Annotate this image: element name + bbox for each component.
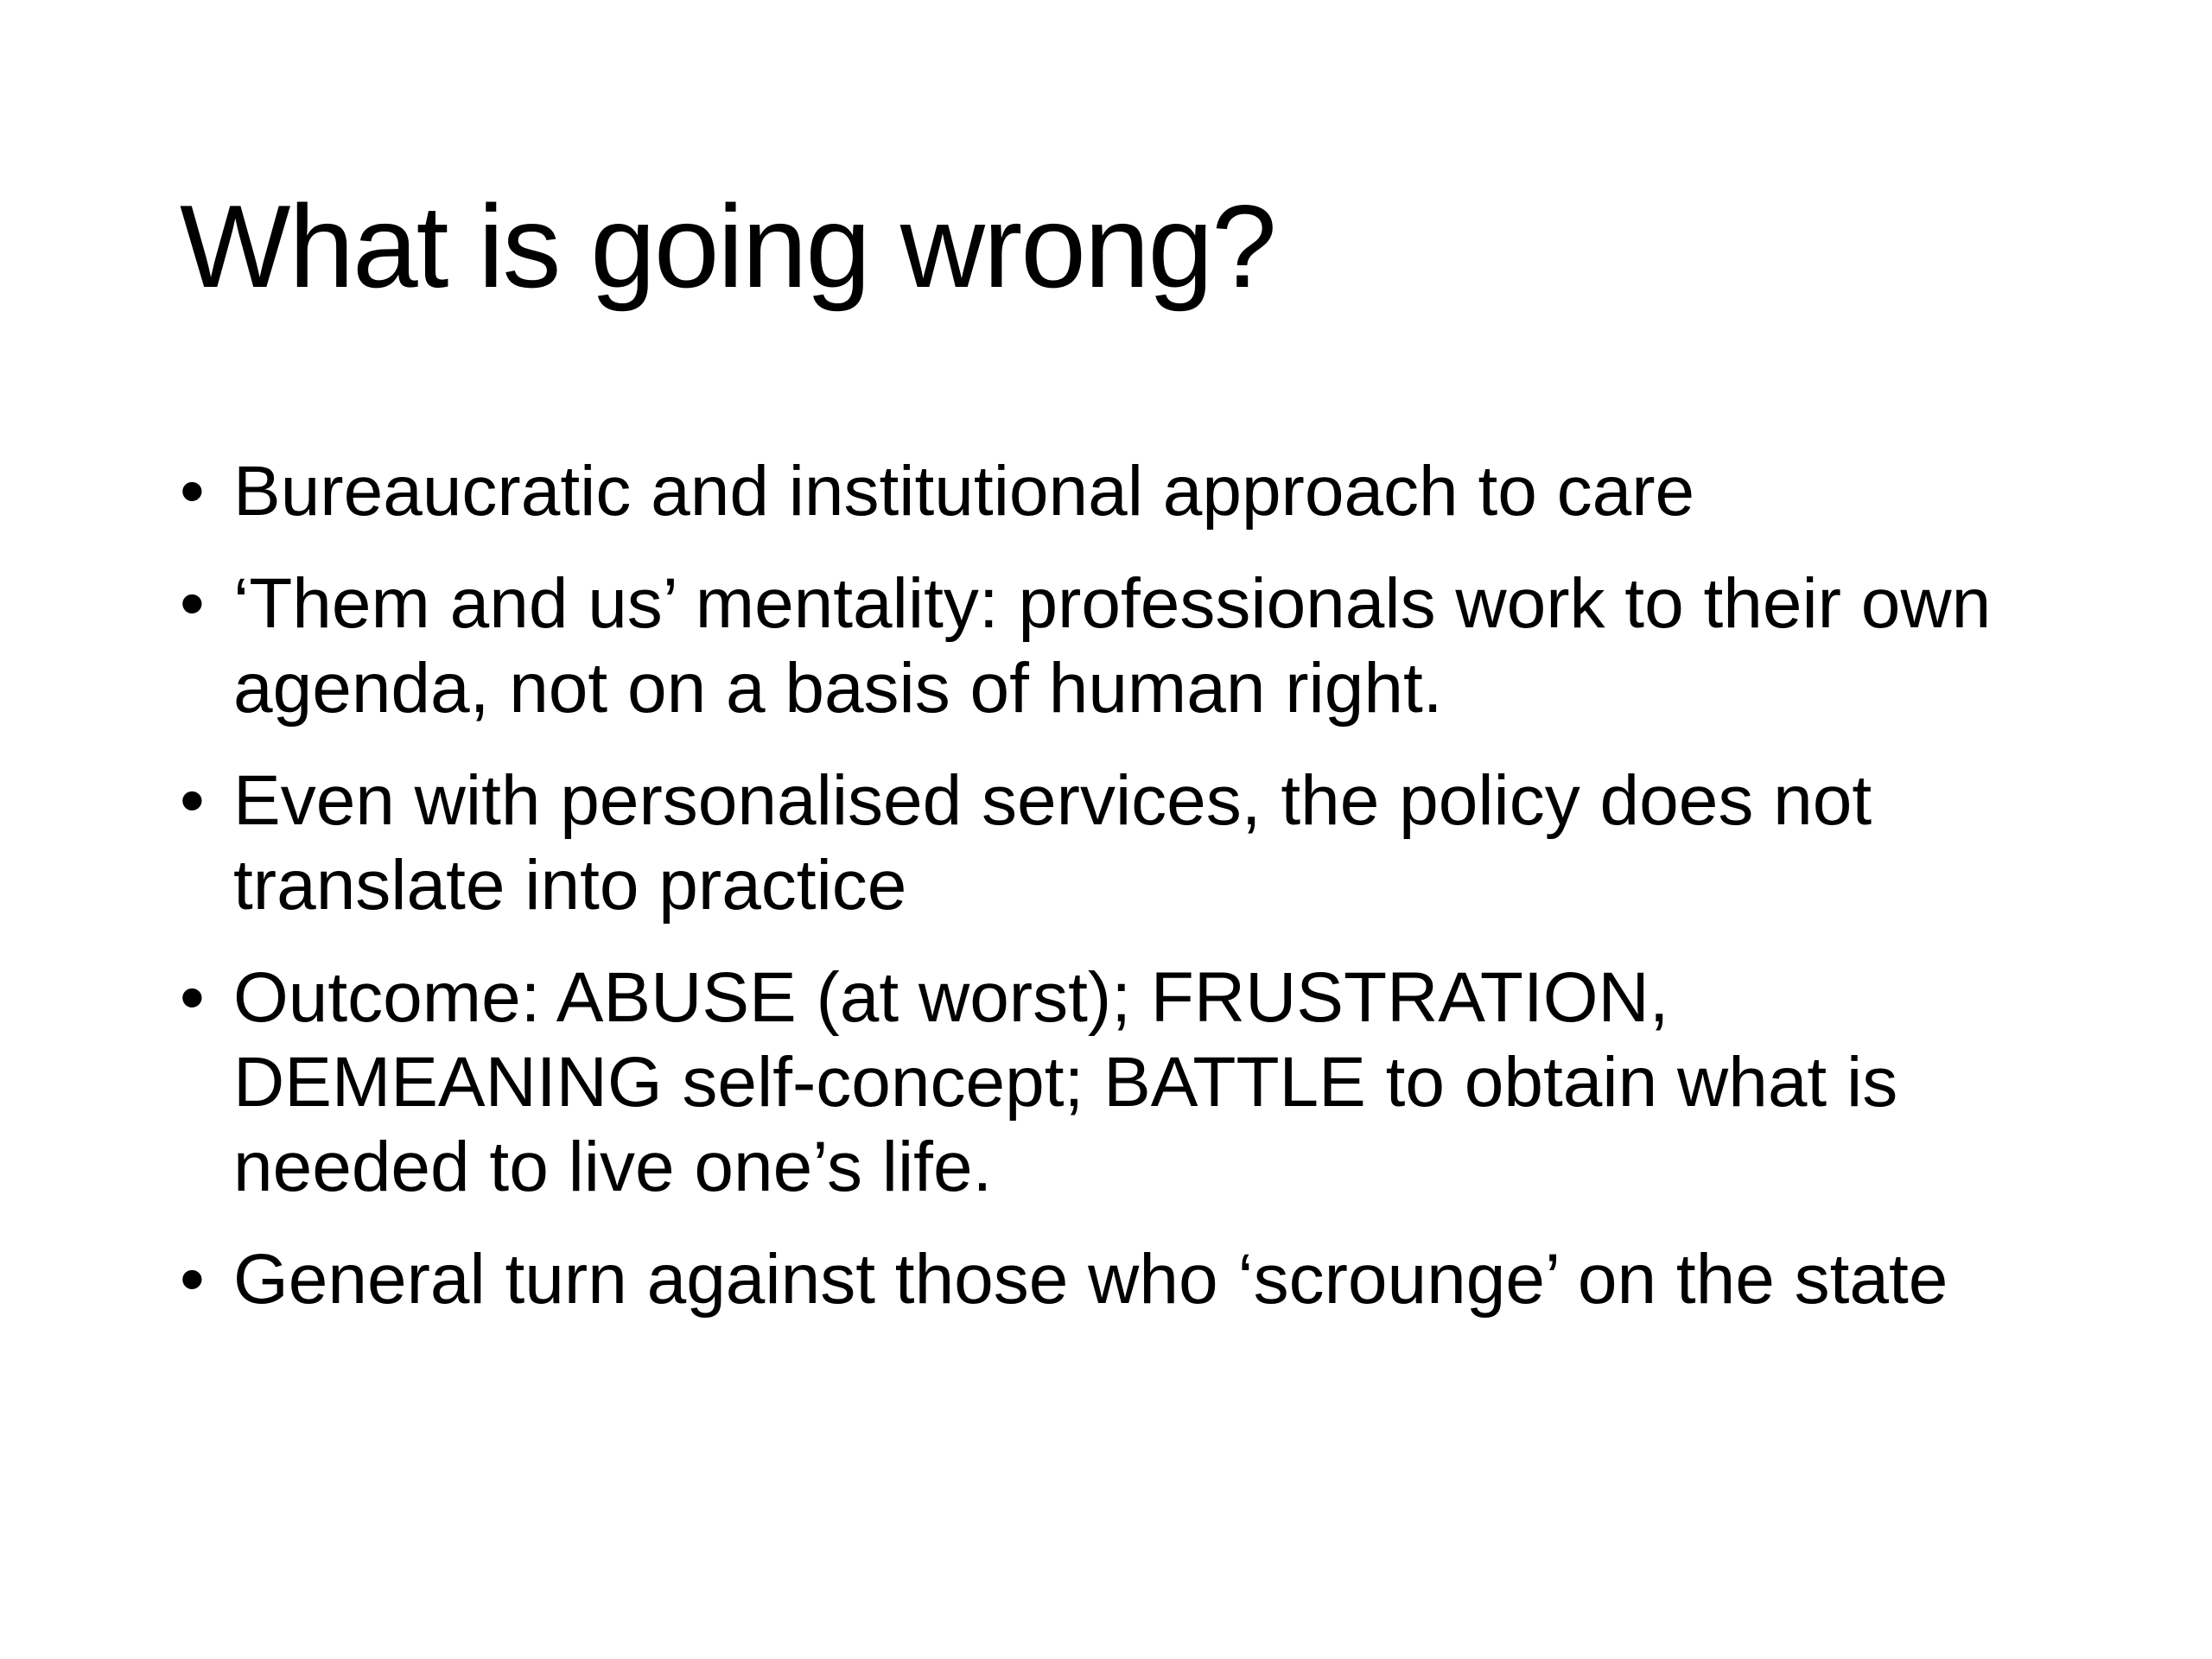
bullet-item-outcome	[173, 956, 2074, 1210]
bullet-text: ‘Them and us’ mentality: professionals work to their own agenda, not on a basis of human right.	[233, 564, 1992, 728]
bullet-item-personalised-services	[173, 759, 2074, 928]
bullet-text: Even with personalised services, the policy does not translate into practice	[233, 761, 1872, 925]
bullet-list	[173, 449, 2074, 1350]
bullet-item-them-and-us	[173, 562, 2074, 731]
bullet-icon: •	[180, 958, 205, 1037]
bullet-text: General turn against those who ‘scrounge’ on the state	[233, 1240, 1948, 1319]
bullet-text: Outcome: ABUSE (at worst); FRUSTRATION, DEMEANING self-concept; BATTLE to obtain what is needed to live one’s life.	[233, 958, 1898, 1206]
bullet-icon: •	[180, 1240, 205, 1319]
slide-title: What is going wrong?	[180, 181, 1275, 312]
bullet-icon: •	[180, 761, 205, 840]
bullet-item-bureaucratic	[173, 449, 2074, 534]
bullet-icon: •	[180, 452, 205, 531]
bullet-item-general-turn	[173, 1237, 2074, 1322]
bullet-text: Bureaucratic and institutional approach to care	[233, 452, 1695, 531]
bullet-icon: •	[180, 564, 205, 643]
